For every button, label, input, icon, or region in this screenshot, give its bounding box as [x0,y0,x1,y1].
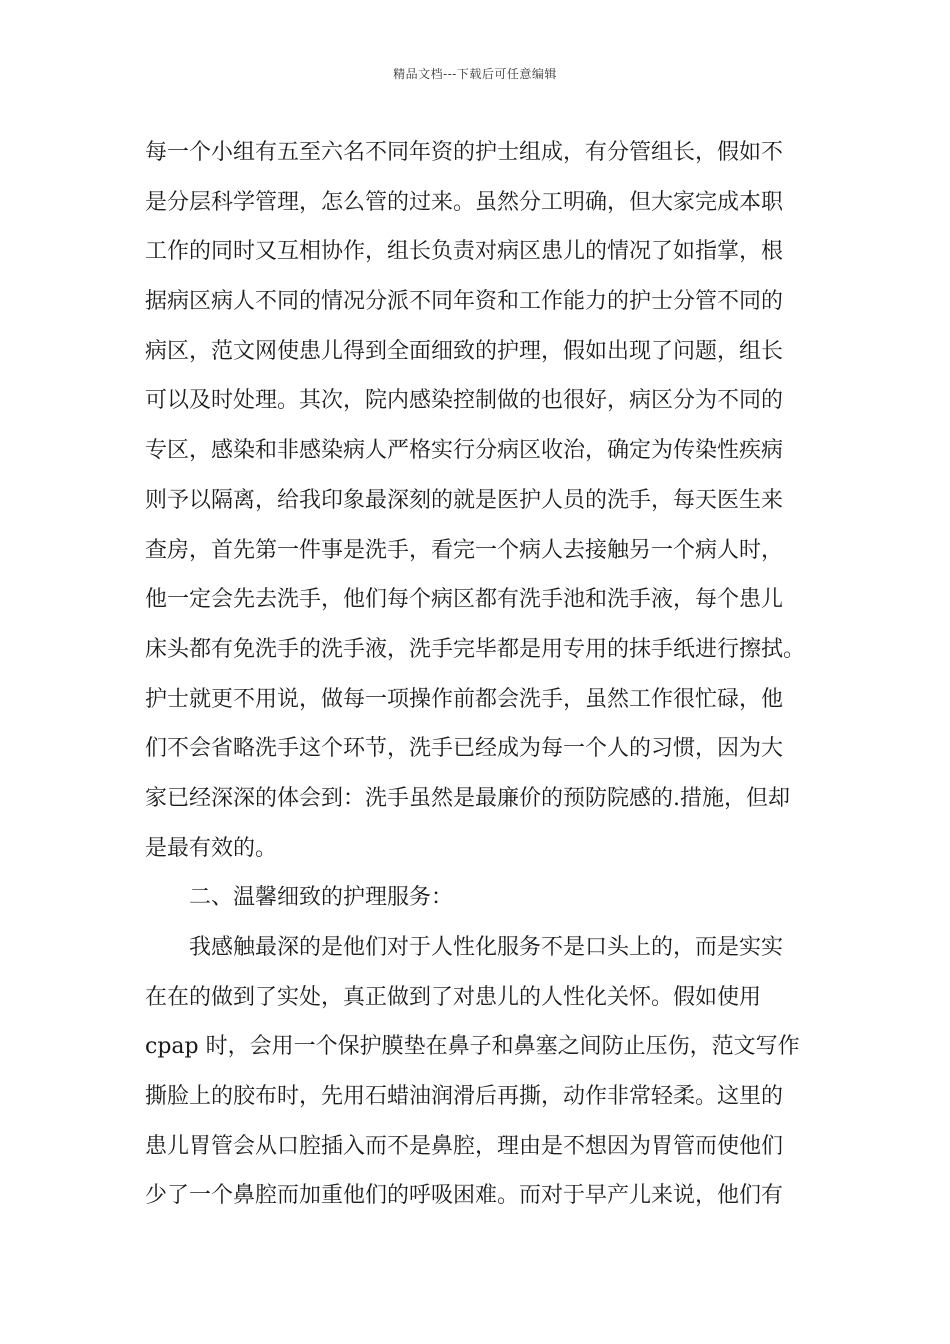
text-line: 撕脸上的胶布时，先用石蜡油润滑后再撕，动作非常轻柔。这里的 [145,1084,784,1110]
text-line: cpap 时，会用一个保护膜垫在鼻子和鼻塞之间防止压伤，范文写作 [145,1034,800,1060]
text-line: 他一定会先去洗手，他们每个病区都有洗手池和洗手液，每个患儿 [145,587,784,613]
text-line: 是最有效的。 [145,835,278,861]
text-line: 可以及时处理。其次，院内感染控制做的也很好，病区分为不同的 [145,388,784,414]
text-line: 患儿胃管会从口腔插入而不是鼻腔，理由是不想因为胃管而使他们 [145,1133,784,1159]
text-line: 每一个小组有五至六名不同年资的护士组成，有分管组长，假如不 [145,140,784,165]
text-line: 是分层科学管理，怎么管的过来。虽然分工明确，但大家完成本职 [145,189,784,215]
text-line: 我感触最深的是他们对于人性化服务不是口头上的，而是实实 [189,935,784,960]
text-line: 少了一个鼻腔而加重他们的呼吸困难。而对于早产儿来说，他们有 [145,1183,784,1209]
page-header: 精品文档---下载后可任意编辑 [393,67,557,81]
text-line: 床头都有免洗手的洗手液，洗手完毕都是用专用的抹手纸进行擦拭。 [145,636,806,662]
text-line: 查房，首先第一件事是洗手，看完一个病人去接触另一个病人时， [145,537,784,563]
text-line: 护士就更不用说，做每一项操作前都会洗手，虽然工作很忙碌，他 [145,686,784,712]
text-line: 工作的同时又互相协作，组长负责对病区患儿的情况了如指掌，根 [145,239,784,265]
text-line: 家已经深深的体会到：洗手虽然是最廉价的预防院感的.措施，但却 [145,785,790,811]
text-line: 专区，感染和非感染病人严格实行分病区收治，确定为传染性疾病 [145,438,784,464]
text-line: 病区，范文网使患儿得到全面细致的护理，假如出现了问题，组长 [145,338,784,364]
text-line: 在在的做到了实处，真正做到了对患儿的人性化关怀。假如使用 [145,984,762,1010]
text-line: 则予以隔离，给我印象最深刻的就是医护人员的洗手，每天医生来 [145,487,784,513]
text-line: 据病区病人不同的情况分派不同年资和工作能力的护士分管不同的 [145,289,784,315]
text-line: 们不会省略洗手这个环节，洗手已经成为每一个人的习惯，因为大 [145,736,784,762]
text-line: 二、温馨细致的护理服务： [189,885,454,911]
document-body [145,128,815,1221]
